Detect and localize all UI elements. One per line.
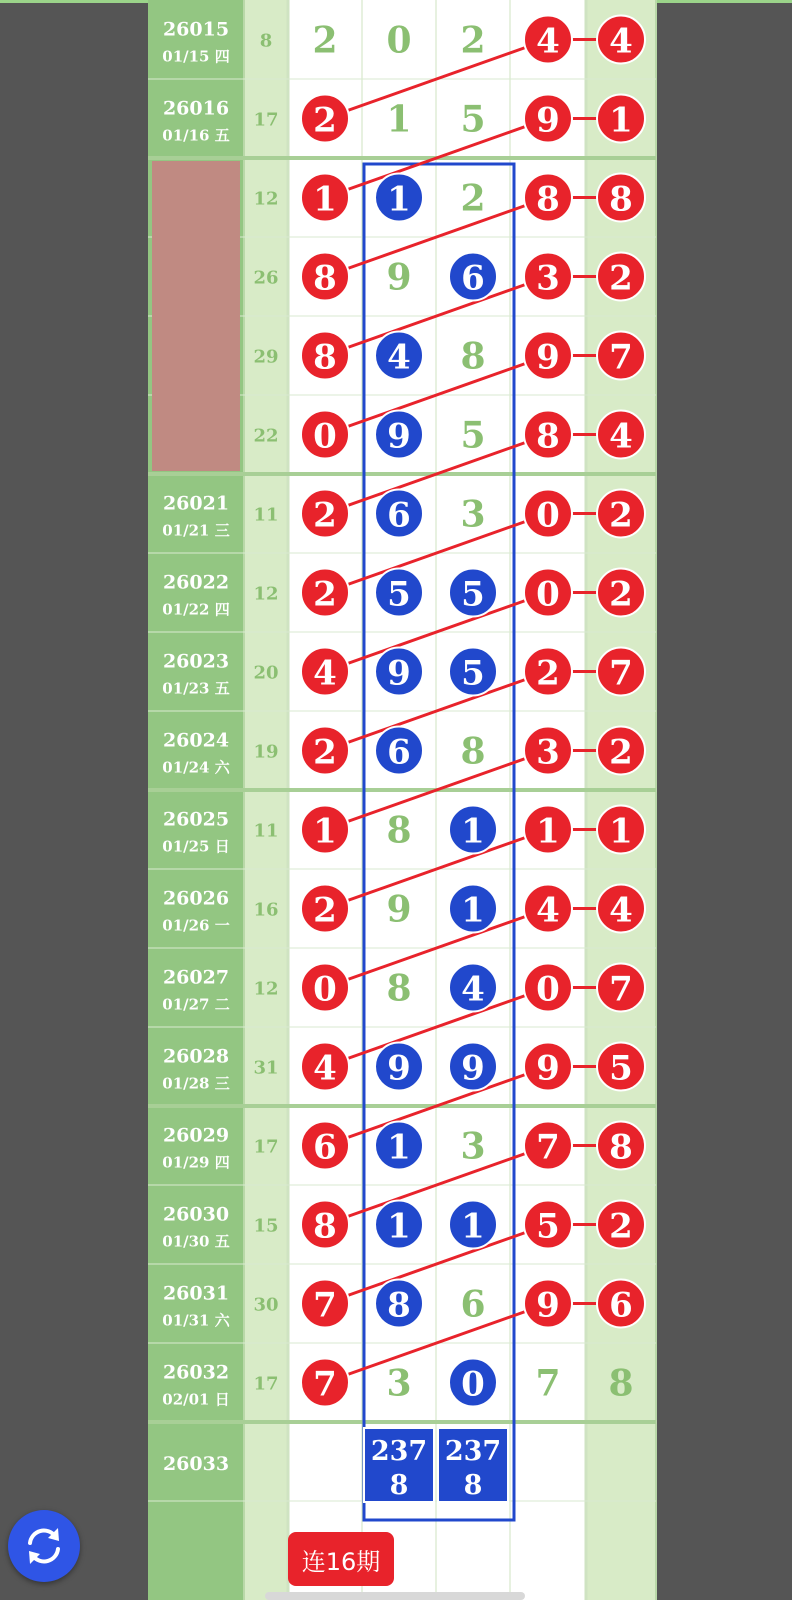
sum-value: 17 xyxy=(253,1136,279,1158)
digit-2: 5 xyxy=(387,574,411,615)
period-date: 01/29 四 xyxy=(162,1153,230,1172)
digit-1: 0 xyxy=(313,416,337,457)
digit-4: 3 xyxy=(536,258,560,299)
digit-1: 0 xyxy=(313,969,337,1010)
period-number: 26028 xyxy=(162,1045,230,1068)
period-date: 02/01 日 xyxy=(162,1390,230,1409)
period-date: 01/26 一 xyxy=(162,916,230,935)
tail-digit: 6 xyxy=(609,1285,633,1326)
period-number: 26024 xyxy=(162,729,230,752)
digit-2: 9 xyxy=(386,888,412,931)
sum-value: 16 xyxy=(253,899,279,921)
tail-digit: 2 xyxy=(609,574,633,615)
digit-1: 1 xyxy=(313,179,337,220)
tail-digit: 2 xyxy=(609,258,633,299)
digit-2: 1 xyxy=(387,1127,411,1168)
digit-4: 0 xyxy=(536,969,560,1010)
period-number: 26027 xyxy=(162,966,230,989)
sum-value: 17 xyxy=(253,1373,279,1395)
digit-2: 3 xyxy=(386,1362,412,1405)
tail-digit: 8 xyxy=(608,1362,634,1405)
period-number: 26015 xyxy=(162,18,230,41)
digit-1: 7 xyxy=(313,1364,337,1405)
digit-2: 6 xyxy=(387,495,411,536)
sum-column-bg xyxy=(244,0,288,1600)
digit-1: 2 xyxy=(313,574,337,615)
digit-3: 4 xyxy=(461,969,485,1010)
digit-4: 8 xyxy=(536,179,560,220)
digit-2: 9 xyxy=(386,256,412,299)
digit-3: 5 xyxy=(461,653,485,694)
digit-4: 4 xyxy=(536,890,560,931)
digit-2: 1 xyxy=(387,1206,411,1247)
digit-4: 4 xyxy=(536,21,560,62)
digit-2: 9 xyxy=(387,416,411,457)
digit-3: 9 xyxy=(461,1048,485,1089)
sum-value: 12 xyxy=(253,188,279,210)
digit-2: 1 xyxy=(387,179,411,220)
digit-4: 1 xyxy=(536,811,560,852)
digit-3: 5 xyxy=(460,98,486,141)
period-number: 26022 xyxy=(162,571,230,594)
tail-digit: 5 xyxy=(609,1048,633,1089)
digit-4: 7 xyxy=(536,1127,560,1168)
period-date: 01/31 六 xyxy=(162,1311,230,1330)
digit-3: 3 xyxy=(460,493,486,536)
digit-1: 2 xyxy=(313,495,337,536)
period-date: 01/24 六 xyxy=(162,758,230,777)
digit-1: 2 xyxy=(312,19,338,62)
digit-4: 2 xyxy=(536,653,560,694)
period-number: 26031 xyxy=(162,1282,230,1305)
digit-4: 9 xyxy=(536,337,560,378)
digit-1: 7 xyxy=(313,1285,337,1326)
digit-1: 2 xyxy=(313,100,337,141)
period-date: 01/30 五 xyxy=(162,1232,230,1251)
tail-digit: 1 xyxy=(609,100,633,141)
digit-3: 2 xyxy=(460,177,486,220)
period-date: 01/28 三 xyxy=(162,1074,230,1093)
digit-4: 5 xyxy=(536,1206,560,1247)
digit-2: 9 xyxy=(387,1048,411,1089)
period-date: 01/22 四 xyxy=(162,600,230,619)
digit-2: 8 xyxy=(387,1285,411,1326)
sum-value: 8 xyxy=(259,30,273,52)
digit-4: 8 xyxy=(536,416,560,457)
digit-4: 7 xyxy=(535,1362,561,1405)
refresh-button[interactable] xyxy=(8,1510,80,1582)
period-date: 01/25 日 xyxy=(162,837,230,856)
digit-4: 9 xyxy=(536,100,560,141)
period-number: 26016 xyxy=(162,97,230,120)
digit-3: 8 xyxy=(460,730,486,773)
period-date: 01/23 五 xyxy=(162,679,230,698)
prediction-line-1: 237 xyxy=(444,1436,502,1467)
tail-digit: 2 xyxy=(609,732,633,773)
horizontal-scrollbar[interactable] xyxy=(265,1592,525,1600)
digit-1: 4 xyxy=(313,653,337,694)
tail-column-bg xyxy=(586,0,656,1600)
period-number: 26032 xyxy=(162,1361,230,1384)
prediction-line-2: 8 xyxy=(463,1470,483,1501)
prediction-line-1: 237 xyxy=(370,1436,428,1467)
prediction-line-2: 8 xyxy=(389,1470,409,1501)
digit-4: 0 xyxy=(536,495,560,536)
digit-3: 8 xyxy=(460,335,486,378)
digit-3: 3 xyxy=(460,1125,486,1168)
tail-digit: 7 xyxy=(609,969,633,1010)
sum-value: 20 xyxy=(253,662,279,684)
tail-digit: 7 xyxy=(609,653,633,694)
sum-value: 15 xyxy=(253,1215,279,1237)
sum-value: 22 xyxy=(253,425,279,447)
tail-digit: 2 xyxy=(609,1206,633,1247)
digit-1: 1 xyxy=(313,811,337,852)
period-number: 26030 xyxy=(162,1203,230,1226)
period-date: 01/16 五 xyxy=(162,126,230,145)
sum-value: 12 xyxy=(253,583,279,605)
sum-value: 11 xyxy=(253,820,279,842)
tail-digit: 2 xyxy=(609,495,633,536)
digit-3: 5 xyxy=(460,414,486,457)
digit-2: 0 xyxy=(386,19,412,62)
digit-1: 2 xyxy=(313,890,337,931)
digit-2: 8 xyxy=(386,967,412,1010)
sum-value: 12 xyxy=(253,978,279,1000)
sum-value: 26 xyxy=(253,267,279,289)
digit-4: 9 xyxy=(536,1048,560,1089)
tail-digit: 8 xyxy=(609,1127,633,1168)
digit-4: 9 xyxy=(536,1285,560,1326)
sum-value: 31 xyxy=(253,1057,279,1079)
next-period-number: 26033 xyxy=(162,1453,230,1475)
tail-digit: 4 xyxy=(609,890,633,931)
digit-1: 4 xyxy=(313,1048,337,1089)
digit-1: 8 xyxy=(313,1206,337,1247)
digit-3: 1 xyxy=(461,1206,485,1247)
sum-value: 30 xyxy=(253,1294,279,1316)
digit-2: 9 xyxy=(387,653,411,694)
digit-1: 8 xyxy=(313,337,337,378)
tail-digit: 1 xyxy=(609,811,633,852)
period-number: 26021 xyxy=(162,492,230,515)
sum-value: 11 xyxy=(253,504,279,526)
sum-value: 19 xyxy=(253,741,279,763)
digit-1: 2 xyxy=(313,732,337,773)
period-number: 26029 xyxy=(162,1124,230,1147)
digit-3: 6 xyxy=(460,1283,486,1326)
digit-3: 5 xyxy=(461,574,485,615)
tail-digit: 4 xyxy=(609,416,633,457)
blurred-period-cell xyxy=(152,161,240,471)
digit-3: 1 xyxy=(461,890,485,931)
tail-digit: 4 xyxy=(609,21,633,62)
digit-3: 1 xyxy=(461,811,485,852)
digit-2: 6 xyxy=(387,732,411,773)
digit-4: 3 xyxy=(536,732,560,773)
period-number: 26023 xyxy=(162,650,230,673)
digit-1: 6 xyxy=(313,1127,337,1168)
digit-3: 2 xyxy=(460,19,486,62)
streak-badge: 连16期 xyxy=(288,1532,394,1586)
digit-2: 1 xyxy=(386,98,412,141)
digit-3: 0 xyxy=(461,1364,485,1405)
digit-1: 8 xyxy=(313,258,337,299)
digit-2: 8 xyxy=(386,809,412,852)
tail-digit: 8 xyxy=(609,179,633,220)
period-date: 01/21 三 xyxy=(162,521,230,540)
sum-value: 17 xyxy=(253,109,279,131)
period-number: 26025 xyxy=(162,808,230,831)
period-date: 01/15 四 xyxy=(162,47,230,66)
refresh-icon xyxy=(8,1510,80,1582)
digit-2: 4 xyxy=(387,337,411,378)
tail-digit: 7 xyxy=(609,337,633,378)
digit-3: 6 xyxy=(461,258,485,299)
period-number: 26026 xyxy=(162,887,230,910)
period-date: 01/27 二 xyxy=(162,995,230,1014)
sum-value: 29 xyxy=(253,346,279,368)
digit-4: 0 xyxy=(536,574,560,615)
